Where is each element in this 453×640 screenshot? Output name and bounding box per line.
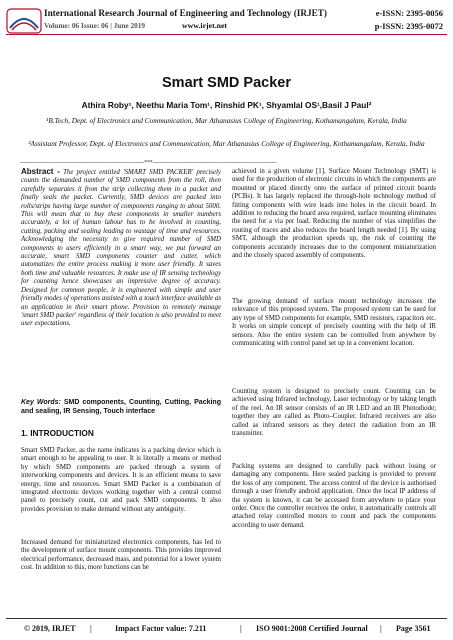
journal-header [0,0,453,40]
volume-issue: Volume: 06 Issue: 06 | June 2019 [44,21,146,30]
irjet-logo [6,6,42,36]
page-footer [0,618,453,640]
intro-paragraph: Increased demand for miniaturized electronics components, has led to the development of surface mount components. This provides improved electrical performance, decreased mass, and potential for a lower system cost. In addition to this, more functions can be [21,539,221,572]
footer-separator: | [90,624,92,633]
paper-title: Smart SMD Packer [162,75,291,91]
keywords-text: SMD components, Counting, Cutting, Packing and sealing, IR Sensing, Touch interface [21,399,221,415]
abstract-label: Abstract - [21,167,60,176]
footer-impact-factor: Impact Factor value: 7.211 [115,624,207,633]
section-divider: ---------------------------------------------------------------------***--------------------------------------------------------------------- [20,160,277,166]
footer-copyright: © 2019, IRJET [24,624,76,633]
journal-website[interactable]: www.irjet.net [182,21,228,30]
affiliation-1: ¹B.Tech, Dept. of Electronics and Communication, Mar Athanasius College of Engineering, Kothamangalam, Kerala, India [46,116,407,125]
footer-rule [6,618,447,619]
affiliation-2: ²Assistant Professor, Dept. of Electronics and Communication, Mar Athanasius College of Engineering, Kothamangalam, Kerala, India [28,139,425,148]
e-issn: e-ISSN: 2395-0056 [375,8,443,18]
header-rule [6,34,447,35]
p-issn: p-ISSN: 2395-0072 [374,21,443,31]
intro-paragraph: Smart SMD Packer, as the name indicates is a packing device which is smart enough to be appealing to user. It is literally a means or method by which SMD components are packed through a system of interworking components and devices. It is an efficient means to save energy, time and resources. Smart SMD Packer is a combination of integrated electronic devices working together with a central control panel to precisely count, cut and pack SMD components. It also provides provision to make demand without any ambiguity. [21,447,221,513]
section-heading-introduction: 1. INTRODUCTION [21,428,94,438]
footer-page-number: Page 3561 [396,624,431,633]
abstract-text: The project entitled 'SMART SMD PACKER' precisely counts the demanded number of SMD components from the roll, then carefully separates it from the strip collecting them in a packet and finally seals the packet. Currently, SMD devices are packed into rolls/strips having large number of components ranging to about 5000. This will mean that to buy these components in smaller numbers accurately, a lot of human labour has to be involved in counting, cutting, packing and sealing leading to wastage of time and resources. Acknowledging the necessity to give required number of SMD components to users efficiently in a smart way, we put forward an accurate, smart SMD components counter and cutter, which automatizes the entire process making it more user friendly. It saves both time and valuable resources. It make use of IR sensing technology for counting hence showcases an impressive degree of accuracy. Designed for common people, it is engineered with simple and user friendly modes of operations assisted with a touch interface available as an application in their smart phone. Provision to remotely manage 'smart SMD packer' regardless of their location is also provided to meet user expectations. [21,169,221,328]
keywords [21,398,221,416]
journal-title: International Research Journal of Engineering and Technology (IRJET) [44,8,327,18]
footer-separator: | [380,624,382,633]
body-paragraph: The growing demand of surface mount technology increases the relevance of this proposed system. The proposed system can be used for any type of SMD components for example, SMD resistors, capacitors etc. It works on simple concept of precisely counting with the help of IR sensors. Also the entire system can be controlled from anywhere by communicating with control panel set up in a convenient location. [232,298,436,348]
author-list: Athira Roby¹, Neethu Maria Tom¹, Rinshid PK¹, Shyamlal OS¹,Basil J Paul² [81,100,372,110]
keywords-label: Key Words: [21,399,61,406]
footer-separator: | [240,624,242,633]
body-paragraph: achieved in a given volume [1]. Surface Mount Technology (SMT) is used for the production of electronic circuits in which the components are mounted or placed directly onto the surface of printed circuit boards (PCBs). It has largely replaced the through-hole technology method of fitting components with wire leads into holes in the circuit board. In addition to reducing the board area required, surface mounting eliminates the need for a via per load. Reducing the number of vias simplifies the routing of traces and also reduces the board length needed [1]. By using SMT, although the production speeds up, the risk of counting the components accurately increases due to the component miniaturization and the closely spaced assembly of components. [232,168,436,260]
body-paragraph: Packing systems are designed to carefully pack without losing or damaging any components. Here sealed packing is provided to prevent the loss of any component. The access control of the device is authorised through a user friendly android application. Once the local IP address of the system is known, it can be accessed from anywhere to place your order. Once the controller receives the order, it automatically controls all attached relay controlled motors to count and pack the components according to user demand. [232,463,436,529]
body-paragraph: Counting system is designed to precisely count. Counting can be achieved using Infrared technology, Laser technology or by taking length of the reel. An IR sensor consists of an IR LED and an IR Photodiode; together they are called as Photo–Coupler. Infrared receivers are also called as infrared sensors as they detect the radiation from an IR transmitter. [232,388,436,438]
abstract [21,168,221,329]
footer-iso: ISO 9001:2008 Certified Journal [256,624,368,633]
